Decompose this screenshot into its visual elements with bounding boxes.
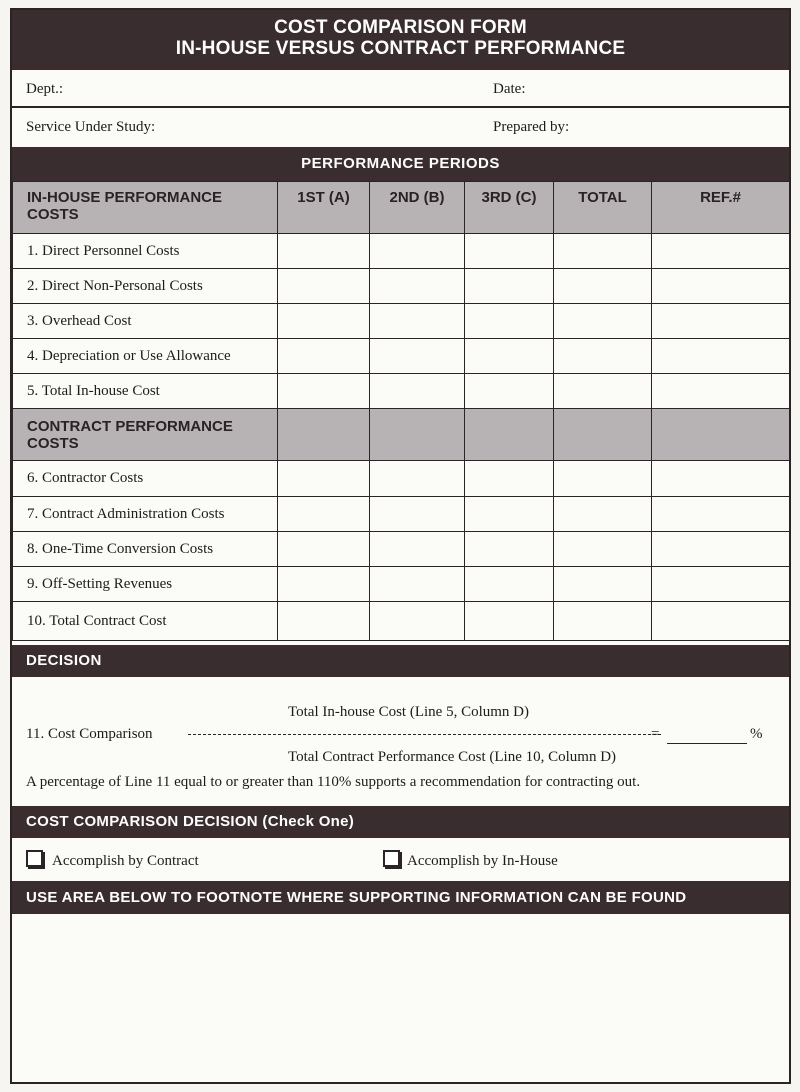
column-header-total: TOTAL [554,182,652,234]
row-label: 2. Direct Non-Personal Costs [13,269,278,304]
cost-comparison-label: 11. Cost Comparison [26,726,153,742]
contract-heading: CONTRACT PERFORMANCE COSTS [13,409,278,461]
in-house-option-label: Accomplish by In-House [407,853,558,869]
cell-input[interactable] [652,339,790,374]
table-row [13,497,790,532]
dept-label: Dept.: [26,81,64,97]
fraction-dashed-line [188,734,661,735]
cell-input[interactable] [554,602,652,641]
row-label: 5. Total In-house Cost [13,374,278,409]
cell-input[interactable] [554,234,652,269]
table-row [13,304,790,339]
column-header-3rd: 3RD (C) [465,182,554,234]
row-label: 10. Total Contract Cost [13,602,278,641]
cell-input[interactable] [652,602,790,641]
table-row [13,269,790,304]
equals-sign: = [651,726,660,742]
date-label: Date: [493,81,526,97]
cell-input[interactable] [652,374,790,409]
percent-sign: % [750,726,763,742]
decision-note: A percentage of Line 11 equal to or greater than 110% supports a recommendation for contracting out. [26,774,641,790]
column-header-ref: REF.# [652,182,790,234]
table-row [13,532,790,567]
cell-input[interactable] [465,234,554,269]
column-header-2nd: 2ND (B) [370,182,465,234]
in-house-heading: IN-HOUSE PERFORMANCE COSTS [13,182,278,234]
cost-comparison-form [10,8,791,1084]
row-label: 8. One-Time Conversion Costs [13,532,278,567]
cell-input[interactable] [278,461,370,497]
cell-input[interactable] [370,532,465,567]
cell-input[interactable] [278,532,370,567]
cell-input[interactable] [465,497,554,532]
cost-comparison-decision-band: COST COMPARISON DECISION (Check One) [12,806,789,838]
table-row [13,339,790,374]
row-label: 6. Contractor Costs [13,461,278,497]
cost-comparison-numerator: Total In-house Cost (Line 5, Column D) [288,704,530,720]
cell-input[interactable] [465,269,554,304]
cell-input[interactable] [370,339,465,374]
cell-input[interactable] [465,339,554,374]
cell-input[interactable] [370,567,465,602]
service-under-study-label: Service Under Study: [26,119,156,135]
cell-input[interactable] [370,269,465,304]
form-title: COST COMPARISON FORM [274,17,527,38]
table-row [13,234,790,269]
footnote-band: USE AREA BELOW TO FOOTNOTE WHERE SUPPORTING INFORMATION CAN BE FOUND [12,881,789,914]
cell-input[interactable] [554,461,652,497]
table-row [13,374,790,409]
cell-input[interactable] [652,567,790,602]
cell-input[interactable] [652,304,790,339]
table-header-row [13,182,790,234]
column-header-1st: 1ST (A) [278,182,370,234]
cell-input[interactable] [554,567,652,602]
cell-input[interactable] [278,374,370,409]
performance-periods-band: PERFORMANCE PERIODS [12,147,789,181]
cell-input[interactable] [652,269,790,304]
contract-heading-row [13,409,790,461]
cell-input[interactable] [554,269,652,304]
row-label: 9. Off-Setting Revenues [13,567,278,602]
table-row [13,567,790,602]
cell-input[interactable] [278,234,370,269]
cell-input[interactable] [554,532,652,567]
cell-input[interactable] [370,234,465,269]
cost-table [12,181,790,641]
cell-input[interactable] [554,304,652,339]
cell-input[interactable] [465,602,554,641]
cell-input[interactable] [554,339,652,374]
form-title-band [12,10,789,70]
cost-comparison-denominator: Total Contract Performance Cost (Line 10, Column D) [288,749,617,765]
table-row [13,461,790,497]
cell-input[interactable] [370,374,465,409]
cell-input[interactable] [465,532,554,567]
in-house-checkbox[interactable] [383,850,400,867]
cell-input[interactable] [278,269,370,304]
cell-input[interactable] [652,532,790,567]
cell-input[interactable] [278,567,370,602]
cell-input[interactable] [465,304,554,339]
cell-input[interactable] [465,374,554,409]
cell-input[interactable] [278,339,370,374]
row-label: 1. Direct Personnel Costs [13,234,278,269]
table-row [13,602,790,641]
cell-input[interactable] [370,461,465,497]
footnote-area[interactable] [12,914,789,1082]
cell-input[interactable] [278,497,370,532]
service-prepared-row [12,108,789,147]
row-label: 4. Depreciation or Use Allowance [13,339,278,374]
cell-input[interactable] [278,602,370,641]
cell-input[interactable] [652,497,790,532]
cell-input[interactable] [554,374,652,409]
cell-input[interactable] [465,461,554,497]
contract-option-label: Accomplish by Contract [52,853,199,869]
cell-input[interactable] [278,304,370,339]
form-subtitle: IN-HOUSE VERSUS CONTRACT PERFORMANCE [175,38,626,59]
row-label: 3. Overhead Cost [13,304,278,339]
decision-band: DECISION [12,645,789,677]
cell-input[interactable] [370,602,465,641]
cell-input[interactable] [370,497,465,532]
cell-input[interactable] [465,567,554,602]
prepared-by-label: Prepared by: [493,119,570,135]
cell-input[interactable] [370,304,465,339]
cell-input[interactable] [554,497,652,532]
row-label: 7. Contract Administration Costs [13,497,278,532]
percentage-blank[interactable] [667,743,747,744]
dept-date-row [12,70,789,108]
cell-input[interactable] [652,234,790,269]
contract-checkbox[interactable] [26,850,43,867]
cell-input[interactable] [652,461,790,497]
